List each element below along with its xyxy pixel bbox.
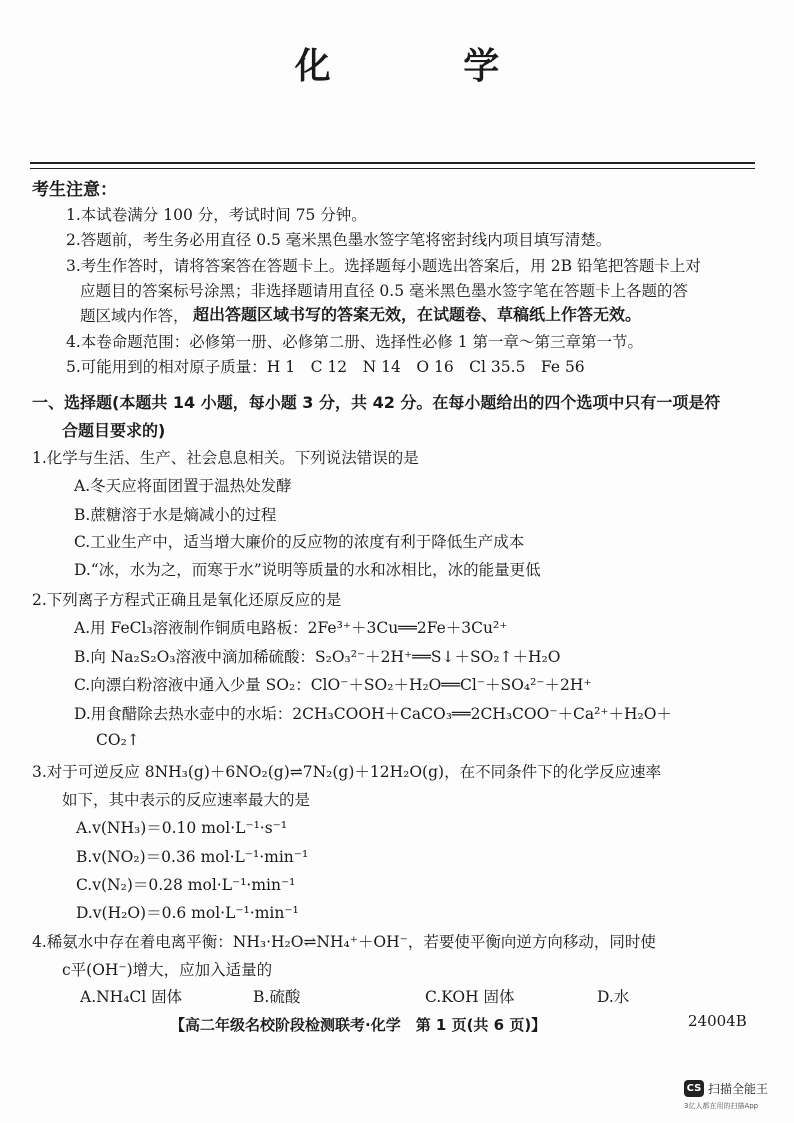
camscanner-icon: CS: [684, 1080, 704, 1097]
section-heading: 合题目要求的): [62, 421, 166, 440]
option: D.用食醋除去热水壶中的水垢：2CH₃COOH＋CaCO₃══2CH₃COO⁻＋Ca²⁺＋H₂O＋: [74, 705, 672, 723]
paper-code: 24004B: [688, 1012, 747, 1030]
option: D.“冰，水为之，而寒于水”说明等质量的水和冰相比，冰的能量更低: [74, 561, 541, 579]
question-stem: 4.稀氨水中存在着电离平衡：NH₃·H₂O⇌NH₄⁺＋OH⁻，若要使平衡向逆方向移动，同时使: [32, 933, 656, 951]
divider: [30, 162, 755, 164]
option: B.v(NO₂)＝0.36 mol·L⁻¹·min⁻¹: [76, 848, 309, 866]
option: C.工业生产中，适当增大廉价的反应物的浓度有利于降低生产成本: [74, 533, 525, 551]
notice-heading: 考生注意：: [32, 180, 117, 200]
page-footer: 【高二年级名校阶段检测联考·化学 第 1 页(共 6 页)】: [170, 1016, 547, 1034]
option: C.v(N₂)＝0.28 mol·L⁻¹·min⁻¹: [76, 876, 296, 894]
notice-emphasis: 超出答题区域书写的答案无效，在试题卷、草稿纸上作答无效。: [193, 305, 642, 324]
question-stem: 2.下列离子方程式正确且是氧化还原反应的是: [32, 591, 342, 609]
option: A.v(NH₃)＝0.10 mol·L⁻¹·s⁻¹: [76, 819, 288, 837]
scanner-watermark: [684, 1080, 768, 1097]
option: B.向 Na₂S₂O₃溶液中滴加稀硫酸：S₂O₃²⁻＋2H⁺══S↓＋SO₂↑＋H₂O: [74, 648, 561, 666]
question-stem: 3.对于可逆反应 8NH₃(g)＋6NO₂(g)⇌7N₂(g)＋12H₂O(g)，在不同条件下的化学反应速率: [32, 763, 662, 781]
option: A.冬天应将面团置于温热处发酵: [74, 477, 292, 495]
question-stem: 如下，其中表示的反应速率最大的是: [62, 791, 311, 809]
option: D.v(H₂O)＝0.6 mol·L⁻¹·min⁻¹: [76, 904, 299, 922]
notice-item: 应题目的答案标号涂黑；非选择题请用直径 0.5 毫米黑色墨水签字笔在答题卡上各题的答: [80, 282, 689, 300]
section-heading: 一、选择题(本题共 14 小题，每小题 3 分，共 42 分。在每小题给出的四个选项中只有一项是符: [32, 393, 721, 412]
notice-item: 1.本试卷满分 100 分，考试时间 75 分钟。: [66, 206, 367, 224]
notice-item: 4.本卷命题范围：必修第一册、必修第二册、选择性必修 1 第一章～第三章第一节。: [66, 333, 644, 351]
question-stem: 1.化学与生活、生产、社会息息相关。下列说法错误的是: [32, 449, 419, 467]
page-title: 化 学: [294, 45, 560, 87]
option: A.用 FeCl₃溶液制作铜质电路板：2Fe³⁺＋3Cu══2Fe＋3Cu²⁺: [74, 619, 508, 637]
option: D.水: [597, 988, 630, 1006]
option: CO₂↑: [96, 731, 140, 749]
option: A.NH₄Cl 固体: [80, 988, 183, 1006]
option: B.蔗糖溶于水是熵减小的过程: [74, 506, 277, 524]
notice-item: 3.考生作答时，请将答案答在答题卡上。选择题每小题选出答案后，用 2B 铅笔把答题卡上对: [66, 257, 701, 275]
watermark-sub: 3亿人都在用的扫描App: [684, 1102, 759, 1110]
notice-item: 5.可能用到的相对原子质量：H 1 C 12 N 14 O 16 Cl 35.5 Fe 56: [66, 358, 585, 376]
divider: [30, 168, 755, 169]
option: C.向漂白粉溶液中通入少量 SO₂：ClO⁻＋SO₂＋H₂O══Cl⁻＋SO₄²⁻＋2H⁺: [74, 676, 592, 694]
option: B.硫酸: [253, 988, 301, 1006]
notice-item: 2.答题前，考生务必用直径 0.5 毫米黑色墨水签字笔将密封线内项目填写清楚。: [66, 231, 612, 249]
question-stem: c平(OH⁻)增大，应加入适量的: [62, 961, 273, 979]
watermark-name: 扫描全能王: [708, 1082, 769, 1096]
notice-item: 题区域内作答，: [80, 307, 189, 325]
option: C.KOH 固体: [425, 988, 515, 1006]
